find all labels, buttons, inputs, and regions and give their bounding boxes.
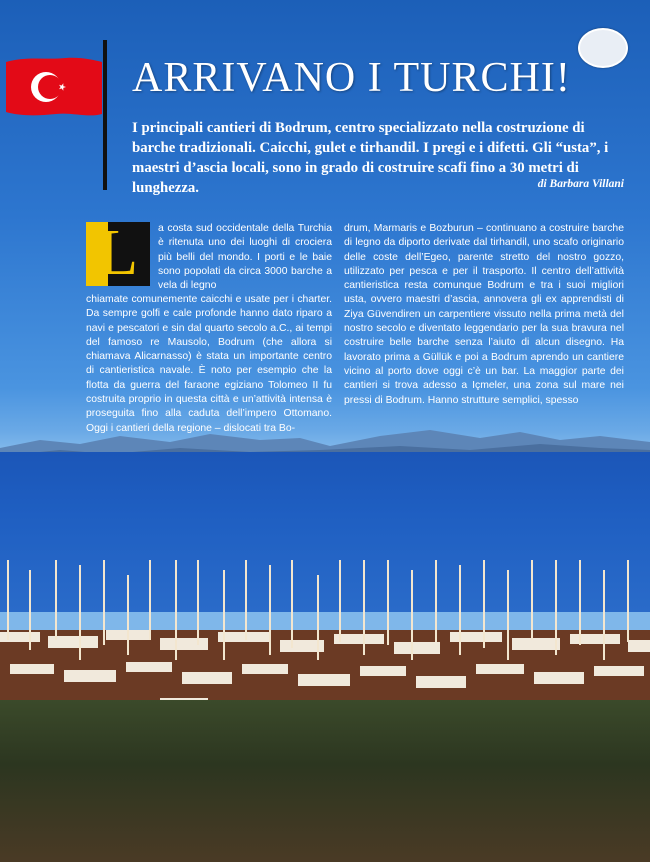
dropcap-letter: L (97, 216, 139, 289)
article-title: ARRIVANO I TURCHI! (132, 55, 571, 101)
body-column-2: drum, Marmaris e Bozburun – continuano a costruire barche di legno da diporto derivate dal tirhandil, uno scafo originario delle coste dell’Egeo, parente stretto del nostro gozzo, utilizzato per pesca e per il trasporto. Il centro dell’attività cantieristica resta comunque Bodrum e tra i suoi migliori usta, ovvero maestri d’ascia, annovera gli ex apprendisti di Ziya Güvendiren un carpentiere vissuto nella prima metà del nostro secolo e diventato leggendario per la sua bravura nel costruire belle barche senza l’aiuto di alcun disegno. Ha lavorato prima a Güllük e poi a Bodrum aprendo un cantiere vicino al porto dove oggi c’è un bar. La maggior parte dei cantieri si trova adesso a Içmeler, una zona sul mare nei pressi di Bodrum. Hanno strutture semplici, spesso (344, 223, 624, 406)
article-lede: I principali cantieri di Bodrum, centro specializzato nella costruzione di barche tradizionali. Caicchi, gulet e tirhandil. I pregi e i difetti. Gli “usta”, i maestri d’ascia locali, sono in grado di costruire scafi fino a 30 metri di lunghezza. (132, 120, 609, 196)
shrubland-foreground (0, 700, 650, 862)
turkish-flag-icon (6, 56, 102, 118)
article-byline: di Barbara Villani (537, 178, 624, 190)
magazine-logo-icon (578, 28, 628, 68)
flag-pole (103, 40, 107, 190)
body-column-1-rest: chiamate comunemente caicchi e usate per i charter. Da sempre golfi e cale profonde hanno dato riparo a navi e pescatori e sin dal quarto secolo a.C., ai tempi del famoso re Mausolo, Bodrum (che allora si chiamava Alicarnasso) è stata un importante centro di cantieristica navale. È noto per esempio che la flotta da guerra del faraone egiziano Tolomeo II fu costruita proprio in questa città e un’attività intensa è proseguita fino alla caduta dell’impero Ottomano. Oggi i cantieri della regione – dislocati tra Bo- (86, 294, 332, 434)
body-column-1-top: a costa sud occidentale della Turchia è ritenuta uno dei luoghi di crociera più belli del mondo. I porti e le baie sono popolati da circa 3000 barche a vela di legno (158, 223, 332, 292)
dropcap (86, 216, 150, 289)
